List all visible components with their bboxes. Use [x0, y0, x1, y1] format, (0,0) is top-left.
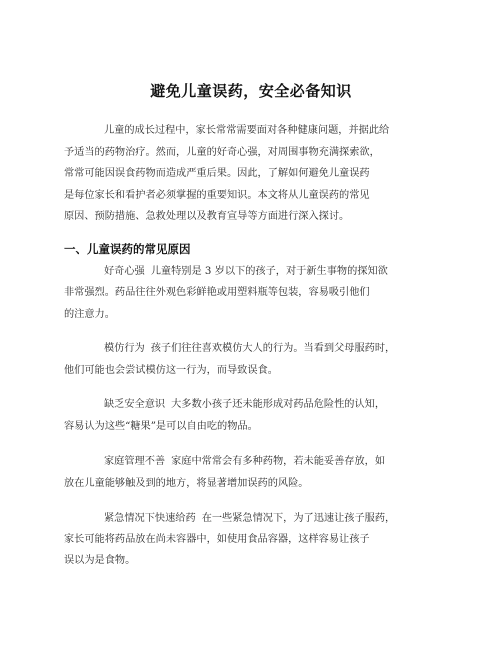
cause-first-line: [104, 265, 502, 279]
cause-term: 家庭管理不善: [104, 456, 166, 467]
cause-term: 缺乏安全意识: [104, 399, 166, 410]
cause-line: 的注意力。: [64, 309, 115, 320]
cause-first-line: [104, 342, 502, 356]
cause-term: 模仿行为: [104, 343, 145, 354]
intro-line: 原因、预防措施、急救处理以及教育宣导等方面进行深入探讨。: [64, 211, 350, 222]
cause-term: 好奇心强: [104, 266, 145, 277]
cause-text: 家庭中常常会有多种药物，若未能妥善存放，如: [171, 456, 386, 467]
cause-text: 孩子们往往喜欢模仿大人的行为。当看到父母服药时，: [150, 343, 396, 354]
document-title: 避免儿童误药，安全必备知识: [150, 82, 352, 100]
cause-text: 在一些紧急情况下，为了迅速让孩子服药，: [201, 513, 396, 524]
cause-text: 儿童特别是 3 岁以下的孩子，对于新生事物的探知欲: [150, 266, 388, 277]
cause-term: 紧急情况下快速给药: [104, 513, 196, 524]
intro-line: 儿童的成长过程中，家长常常需要面对各种健康问题，并据此给: [104, 125, 390, 136]
cause-first-line: [104, 455, 502, 469]
cause-line: 误以为是食物。: [64, 555, 136, 566]
intro-line: 是每位家长和看护者必须掌握的重要知识。本文将从儿童误药的常见: [64, 190, 370, 201]
cause-line: 家长可能将药品放在尚未容器中，如使用食品容器，这样容易让孩子: [64, 534, 370, 545]
cause-first-line: [104, 398, 502, 412]
intro-line: 予适当的药物治疗。然而，儿童的好奇心强，对周围事物充满探索欲，: [64, 147, 380, 158]
cause-line: 放在儿童能够触及到的地方，将显著增加误药的风险。: [64, 478, 309, 489]
cause-line: 他们可能也会尝试模仿这一行为，而导致误食。: [64, 365, 278, 376]
cause-line: 容易认为这些“糖果”是可以自由吃的物品。: [64, 421, 258, 432]
intro-line: 常常可能因误食药物而造成严重后果。因此，了解如何避免儿童误药: [64, 168, 370, 179]
cause-line: 非常强烈。药品往往外观色彩鲜艳或用塑料瓶等包装，容易吸引他们: [64, 287, 370, 298]
section-heading: 一、儿童误药的常见原因: [64, 242, 191, 256]
cause-text: 大多数小孩子还未能形成对药品危险性的认知，: [171, 399, 386, 410]
cause-first-line: [104, 512, 502, 526]
